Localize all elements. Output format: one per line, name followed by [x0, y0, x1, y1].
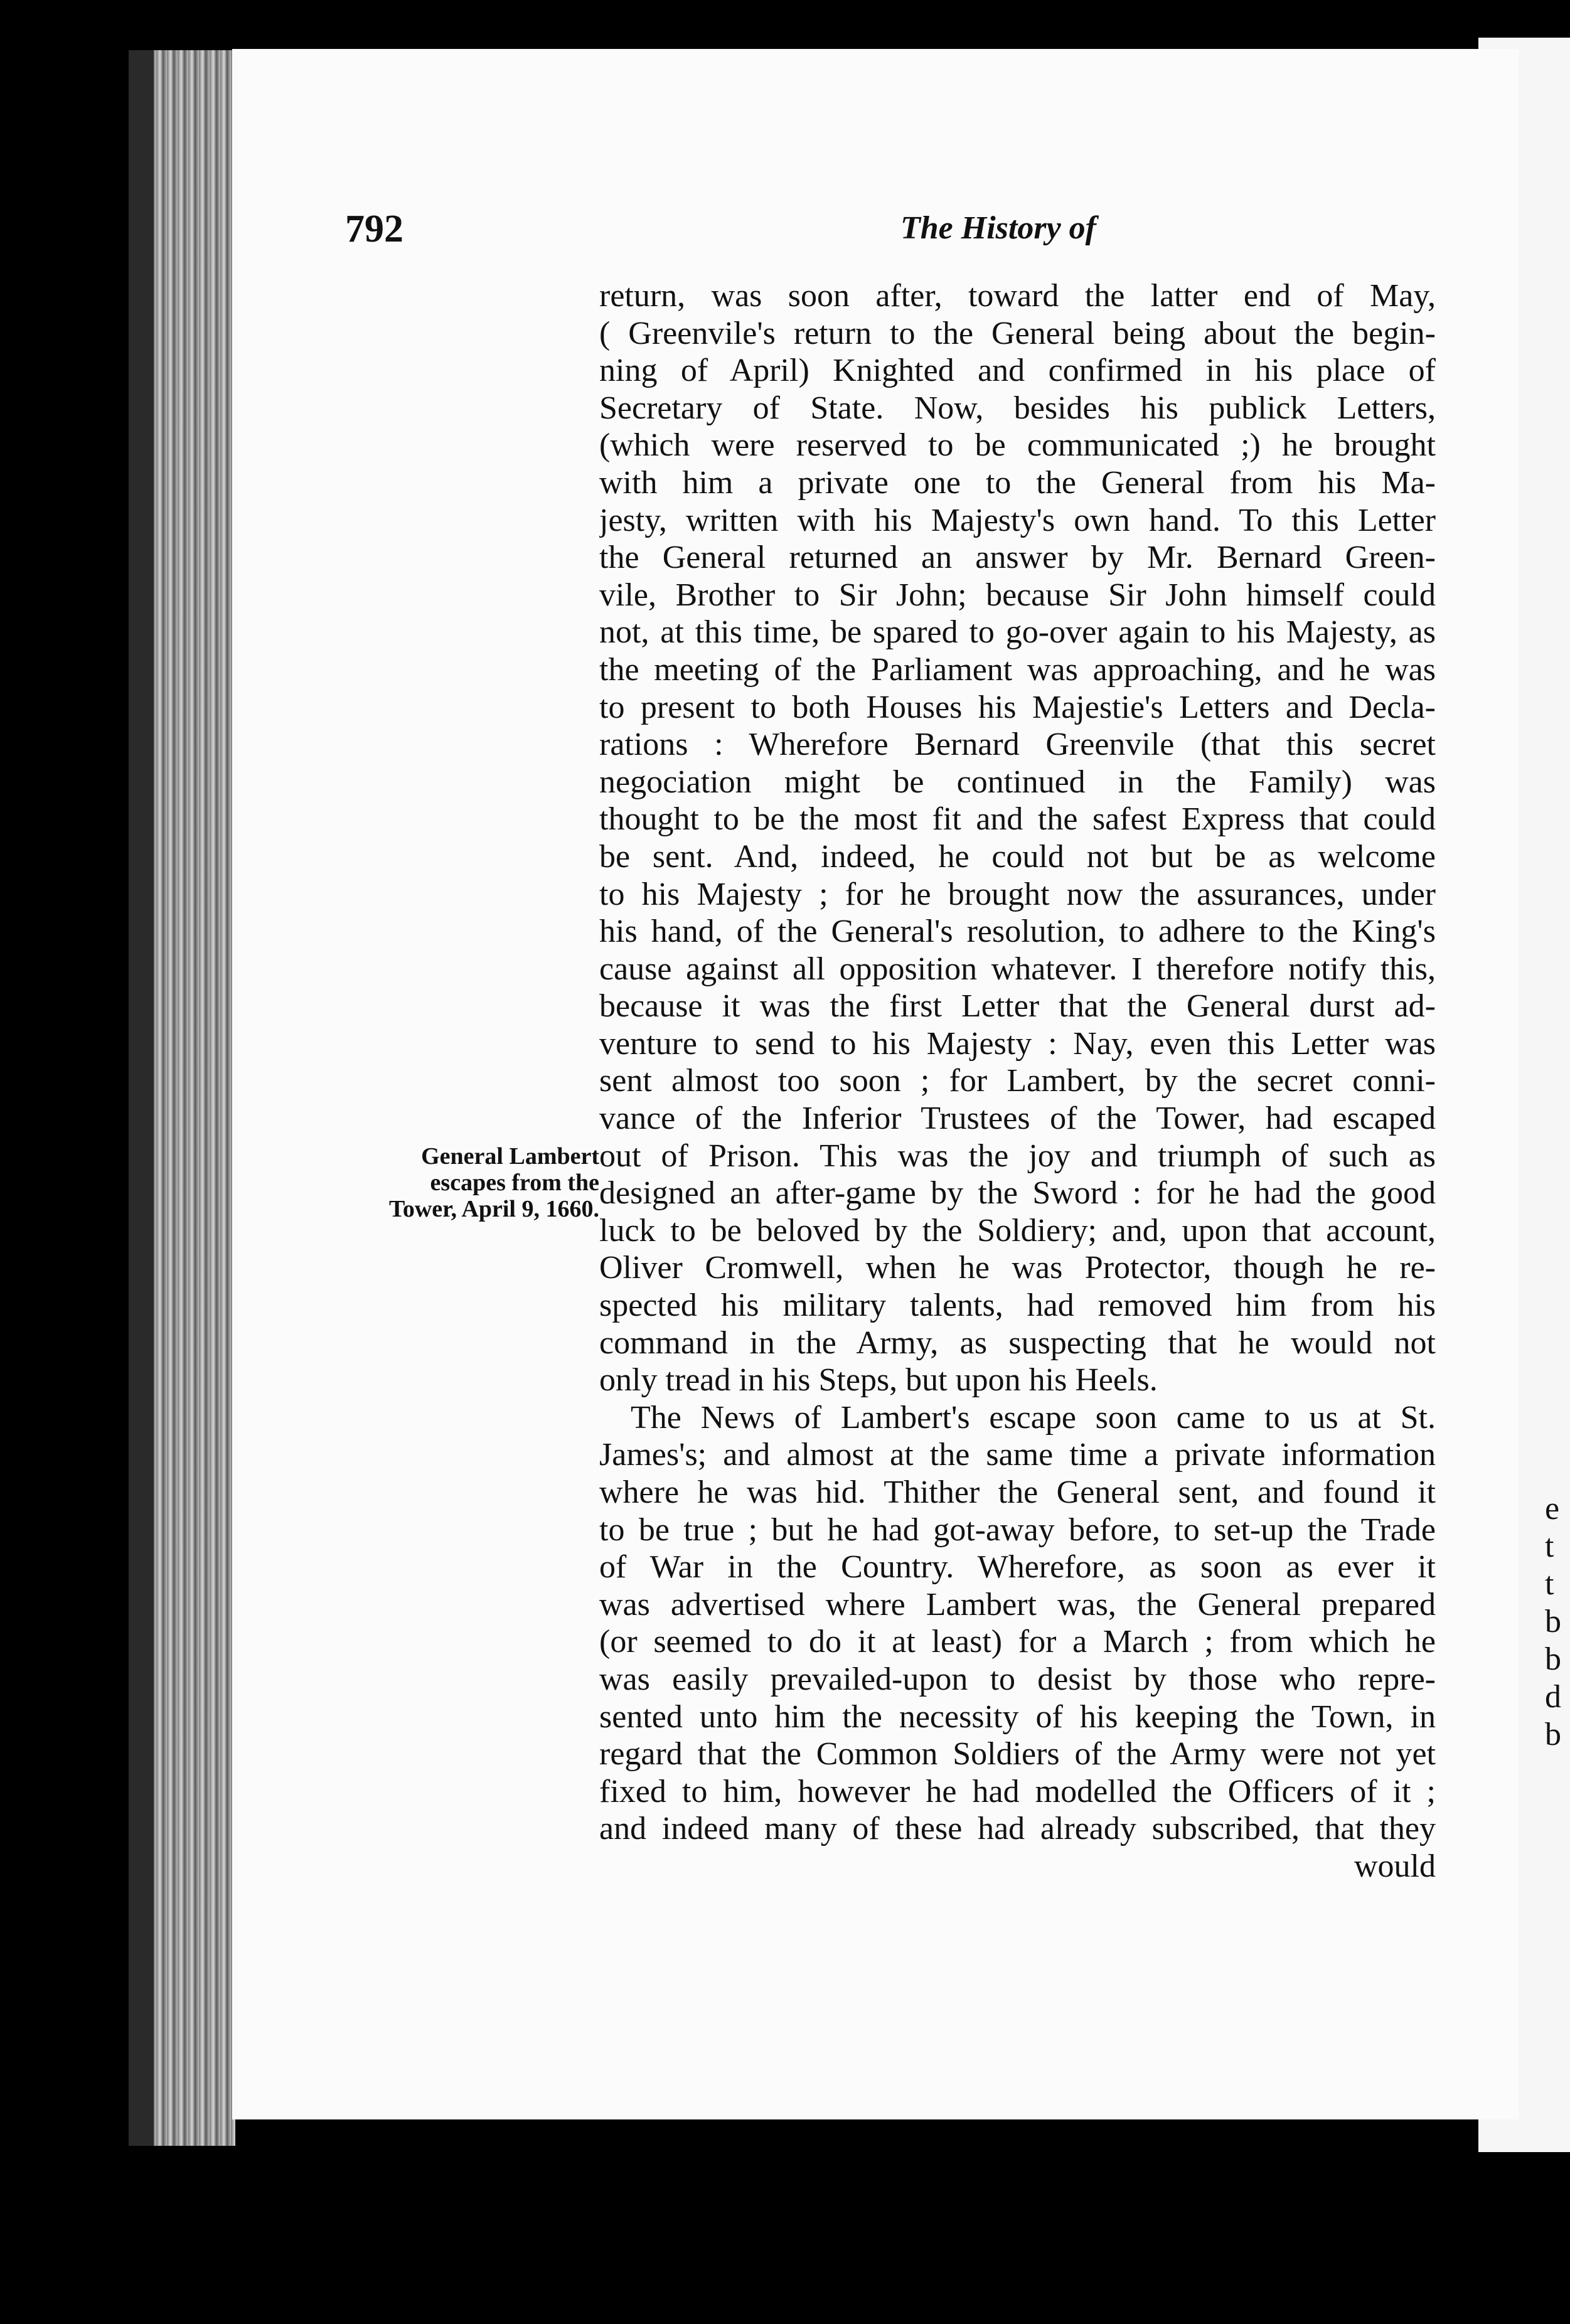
text-line: and indeed many of these had already subscribed, that they: [599, 1811, 1436, 1847]
catchword: would: [1354, 1848, 1436, 1884]
text-line: return, was soon after, toward the latter end of May,: [599, 278, 1436, 314]
text-line: sent almost too soon ; for Lambert, by the secret conni-: [599, 1063, 1436, 1099]
text-line: out of Prison. This was the joy and triumph of such as: [599, 1138, 1436, 1174]
text-line: was advertised where Lambert was, the General prepared: [599, 1586, 1436, 1623]
text-line: James's; and almost at the same time a private information: [599, 1437, 1436, 1473]
text-line: ning of April) Knighted and confirmed in his place of: [599, 353, 1436, 389]
adjacent-page-fragment: d: [1545, 1679, 1561, 1715]
text-line: the meeting of the Parliament was approaching, and he was: [599, 651, 1436, 688]
text-line: fixed to him, however he had modelled the Officers of it ;: [599, 1773, 1436, 1810]
text-line: vile, Brother to Sir John; because Sir John himself could: [599, 577, 1436, 613]
text-line: not, at this time, be spared to go-over again to his Majesty, as: [599, 614, 1436, 651]
text-line: sented unto him the necessity of his keeping the Town, in: [599, 1698, 1436, 1735]
margin-note-line: Tower, April 9, 1660.: [388, 1196, 599, 1222]
text-line: only tread in his Steps, but upon his Heels.: [599, 1362, 1158, 1399]
text-line: venture to send to his Majesty : Nay, even this Letter was: [599, 1025, 1436, 1062]
text-line: spected his military talents, had removed him from his: [599, 1287, 1436, 1324]
book-spine-shadow: [129, 50, 154, 2146]
text-line: with him a private one to the General from his Ma-: [599, 464, 1436, 501]
text-line: to be true ; but he had got-away before, to set-up the Trade: [599, 1511, 1436, 1548]
text-line: regard that the Common Soldiers of the Army were not yet: [599, 1736, 1436, 1772]
text-line: command in the Army, as suspecting that he would not: [599, 1325, 1436, 1361]
text-line: (which were reserved to be communicated ;) he brought: [599, 427, 1436, 464]
text-line: ( Greenvile's return to the General being about the begin-: [599, 315, 1436, 351]
adjacent-page-fragment: b: [1545, 1641, 1561, 1677]
text-line: Secretary of State. Now, besides his publick Letters,: [599, 390, 1436, 426]
text-line: negociation might be continued in the Family) was: [599, 764, 1436, 800]
margin-note-line: General Lambert: [421, 1143, 599, 1170]
adjacent-page-fragment: t: [1545, 1528, 1554, 1564]
text-line: vance of the Inferior Trustees of the Tower, had escaped: [599, 1101, 1436, 1137]
text-line: because it was the first Letter that the General durst ad-: [599, 988, 1436, 1025]
text-line: of War in the Country. Wherefore, as soon as ever it: [599, 1549, 1436, 1586]
adjacent-page-fragment: e: [1545, 1491, 1560, 1527]
text-line: be sent. And, indeed, he could not but be as welcome: [599, 838, 1436, 875]
running-title: The History of: [900, 210, 1096, 246]
text-line: to his Majesty ; for he brought now the assurances, under: [599, 876, 1436, 912]
text-line: was easily prevailed-upon to desist by those who repre-: [599, 1661, 1436, 1697]
text-line: thought to be the most fit and the safest Express that could: [599, 801, 1436, 838]
text-line: The News of Lambert's escape soon came to us at St.: [631, 1399, 1436, 1436]
page-number: 792: [345, 208, 403, 250]
margin-note: [348, 1143, 599, 1222]
body-text: [599, 277, 1436, 1885]
text-line: Oliver Cromwell, when he was Protector, though he re-: [599, 1250, 1436, 1286]
text-line: (or seemed to do it at least) for a March ; from which he: [599, 1624, 1436, 1660]
scan-border-bottom: [0, 2152, 1570, 2324]
text-line: cause against all opposition whatever. I therefore notify this,: [599, 951, 1436, 987]
adjacent-page-fragment: b: [1545, 1717, 1561, 1752]
adjacent-page-fragment: b: [1545, 1604, 1561, 1639]
text-line: his hand, of the General's resolution, to adhere to the King's: [599, 914, 1436, 950]
text-line: luck to be beloved by the Soldiery; and, upon that account,: [599, 1212, 1436, 1249]
text-line: designed an after-game by the Sword : for he had the good: [599, 1175, 1436, 1212]
text-line: to present to both Houses his Majestie's Letters and Decla-: [599, 689, 1436, 725]
page-header: [339, 207, 1456, 257]
margin-note-line: escapes from the: [430, 1170, 599, 1196]
text-line: where he was hid. Thither the General sent, and found it: [599, 1474, 1436, 1510]
text-line: the General returned an answer by Mr. Bernard Green-: [599, 540, 1436, 576]
text-line: jesty, written with his Majesty's own hand. To this Letter: [599, 502, 1436, 538]
adjacent-page-fragment: t: [1545, 1566, 1554, 1602]
text-line: rations : Wherefore Bernard Greenvile (that this secret: [599, 727, 1436, 763]
